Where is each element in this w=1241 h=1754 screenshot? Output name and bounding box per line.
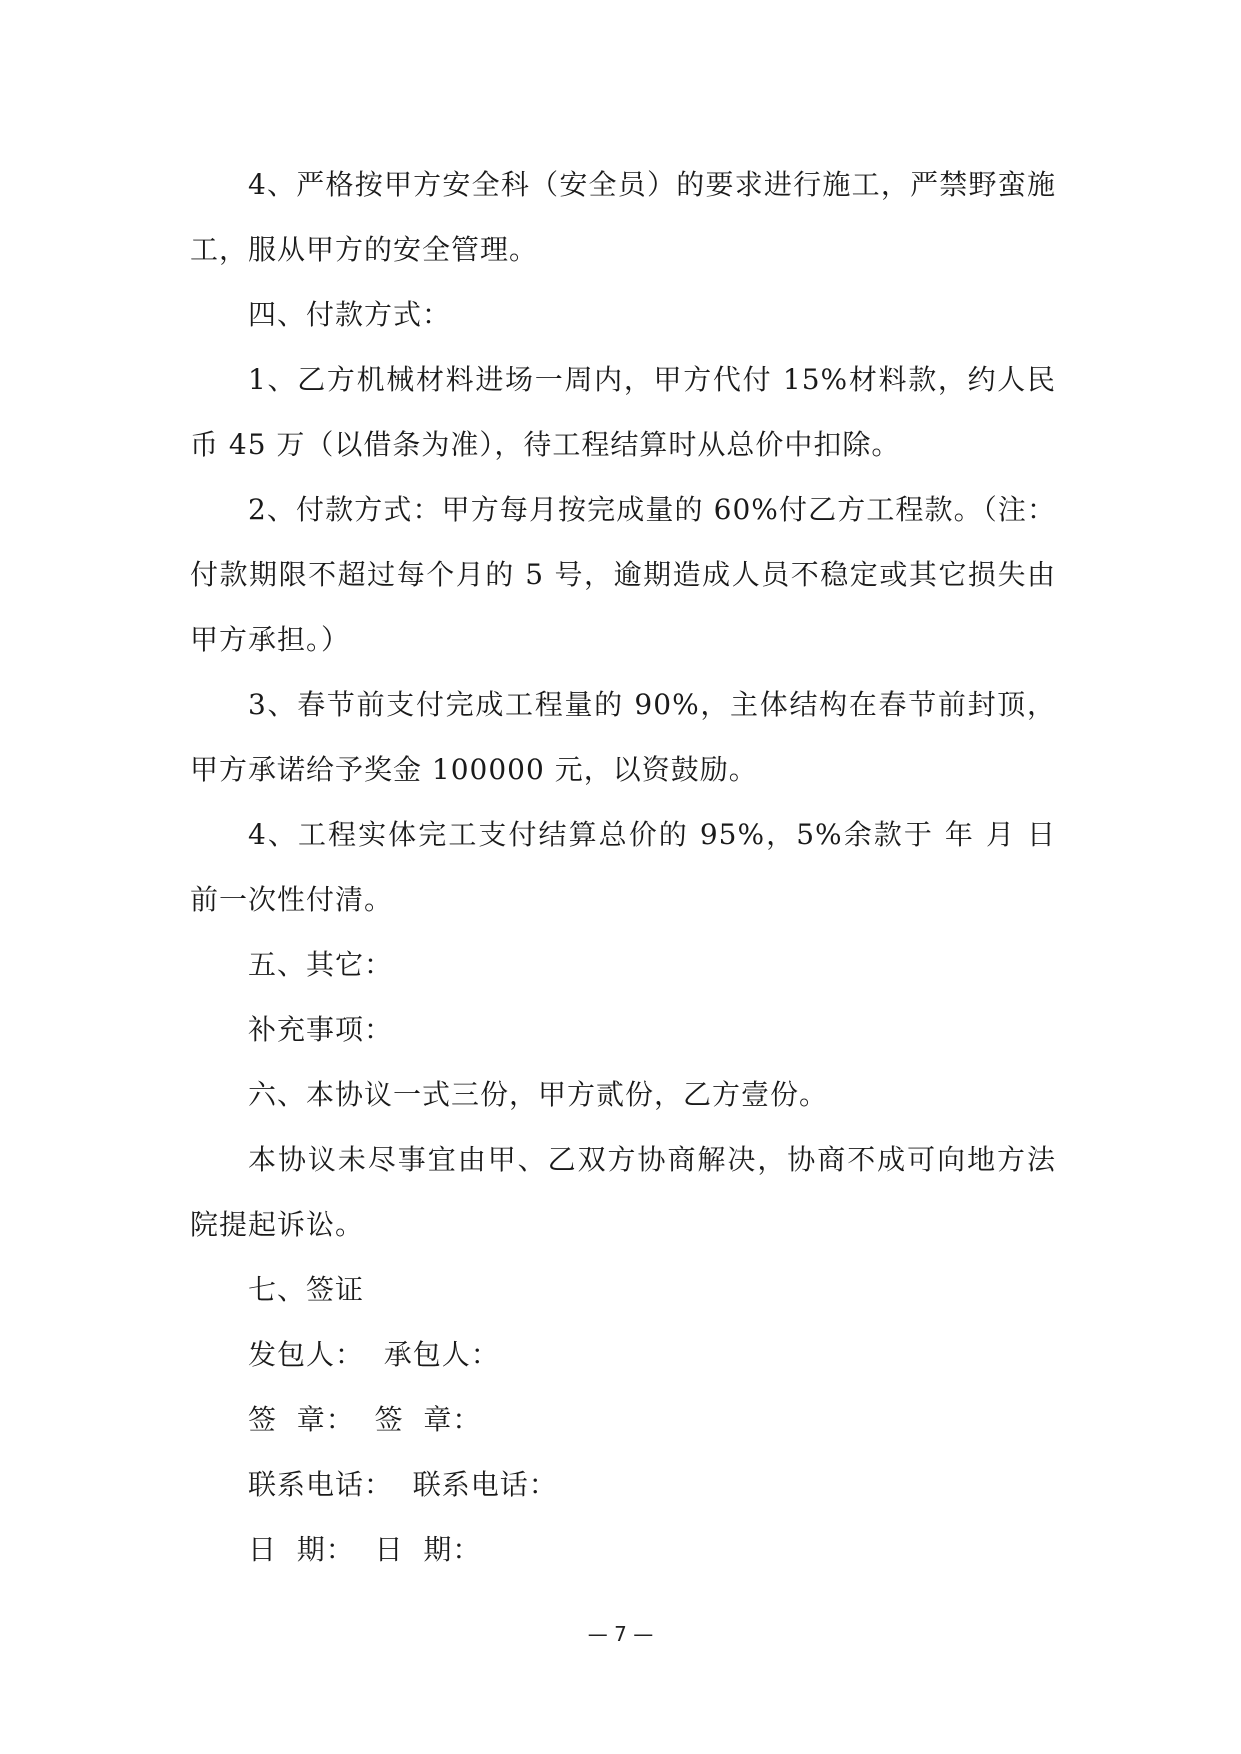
supplementary-items-label: 补充事项：: [248, 1013, 394, 1046]
section-heading-payment-method: 四、付款方式：: [248, 298, 452, 331]
section-heading-signature: 七、签证: [248, 1273, 365, 1306]
clause-material-advance: 1、乙方机械材料进场一周内，甲方代付 15%材料款，约人民币 45 万（以借条为准），待工程结算时从总价中扣除。: [190, 363, 1056, 461]
clause-final-payment: 4、工程实体完工支付结算总价的 95%，5%余款于 年 月 日前一次性付清。: [190, 818, 1056, 916]
signature-line-date: 日 期： 日 期：: [248, 1533, 482, 1566]
clause-monthly-payment: 2、付款方式：甲方每月按完成量的 60%付乙方工程款。（注：付款期限不超过每个月的 5 号，逾期造成人员不稳定或其它损失由甲方承担。）: [190, 493, 1056, 656]
section-heading-others: 五、其它：: [248, 948, 394, 981]
signature-line-seal: 签 章： 签 章：: [248, 1403, 482, 1436]
page-number: — 7 —: [587, 1622, 654, 1646]
signature-line-phone: 联系电话： 联系电话：: [248, 1468, 558, 1501]
clause-spring-festival-payment: 3、春节前支付完成工程量的 90%，主体结构在春节前封顶，甲方承诺给予奖金 100000 元，以资鼓励。: [190, 688, 1056, 786]
clause-dispute-resolution: 本协议未尽事宜由甲、乙双方协商解决，协商不成可向地方法院提起诉讼。: [190, 1143, 1056, 1241]
clause-copies: 六、本协议一式三份，甲方贰份，乙方壹份。: [248, 1078, 829, 1111]
document-body: [190, 152, 1056, 1582]
clause-safety-management: 4、严格按甲方安全科（安全员）的要求进行施工，严禁野蛮施工，服从甲方的安全管理。: [190, 168, 1056, 266]
signature-line-parties: 发包人： 承包人：: [248, 1338, 500, 1371]
